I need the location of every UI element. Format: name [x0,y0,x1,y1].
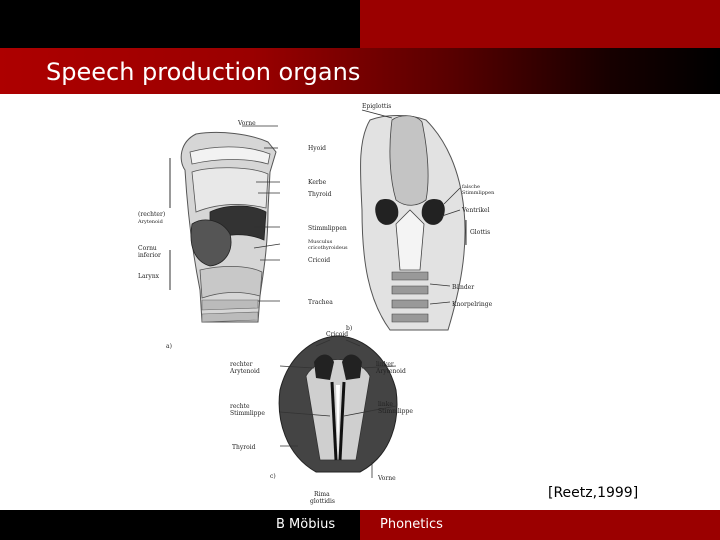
label-c-rechte-line1: rechte [230,403,250,410]
label-c-linke-line2: Stimmlippe [378,408,413,415]
panel-c-superior-view [229,331,413,505]
label-b-epiglottis: Epiglottis [362,103,392,110]
panel-a-lateral-larynx [137,120,348,350]
label-b-knorpelringe: Knorpelringe [452,301,493,308]
label-a-cricoid: Cricoid [308,257,331,264]
label-b-falsche-line2: Stimmlippen [462,190,495,196]
footer-author: B Möbius [276,517,336,532]
slide-title: Speech production organs [46,58,361,86]
label-b-falsche-line1: falsche [462,184,480,190]
label-c-rechter-line2: Arytenoid [230,368,260,375]
label-a-cornu-line2: inferior [138,252,161,259]
label-b-glottis: Glottis [470,229,491,236]
label-c-linke-line1: linke [378,401,393,408]
label-c-rima-line2: glottidis [310,498,335,505]
top-bar-red-segment [360,0,720,48]
label-a-musculus-line2: cricothyroideus [308,245,348,251]
label-c-linker-line2: Arytenoid [376,368,406,375]
panel-b-coronal-section [346,103,495,332]
label-c-rechter-line1: rechter [230,361,253,368]
label-a-musculus-line1: Musculus [308,239,333,245]
label-c-rechte-line2: Stimmlippe [230,410,265,417]
label-a-thyroid: Thyroid [308,191,332,198]
footer-bar [0,510,720,540]
label-a-cornu-line1: Cornu [138,245,157,252]
footer-subject: Phonetics [380,517,443,532]
top-bar-black-segment [0,0,360,48]
label-a-vorne: Vorne [238,120,256,127]
label-a-stimmlippen: Stimmlippen [308,225,347,232]
label-a-rechter-line1: (rechter) [138,211,166,218]
label-a-trachea: Trachea [308,299,333,306]
label-a-hyoid: Hyoid [308,145,326,152]
label-c-linker-line1: linker [376,361,394,368]
label-c-rima-line1: Rima [314,491,330,498]
panel-c-label: c) [270,473,276,480]
label-a-larynx: Larynx [138,273,160,280]
label-a-kerbe: Kerbe [308,179,327,186]
figure-citation: [Reetz,1999] [548,485,639,501]
panel-b-label: b) [346,325,353,332]
label-c-cricoid: Cricoid [326,331,349,338]
label-b-baender: Bänder [452,284,475,291]
label-a-rechter-line2: Arytenoid [138,219,163,225]
panel-a-label: a) [166,343,172,350]
larynx-anatomy-figure [130,100,550,510]
label-c-vorne: Vorne [378,475,396,482]
label-b-ventrikel: Ventrikel [462,207,490,214]
top-color-bar [0,0,720,48]
label-c-thyroid: Thyroid [232,444,256,451]
